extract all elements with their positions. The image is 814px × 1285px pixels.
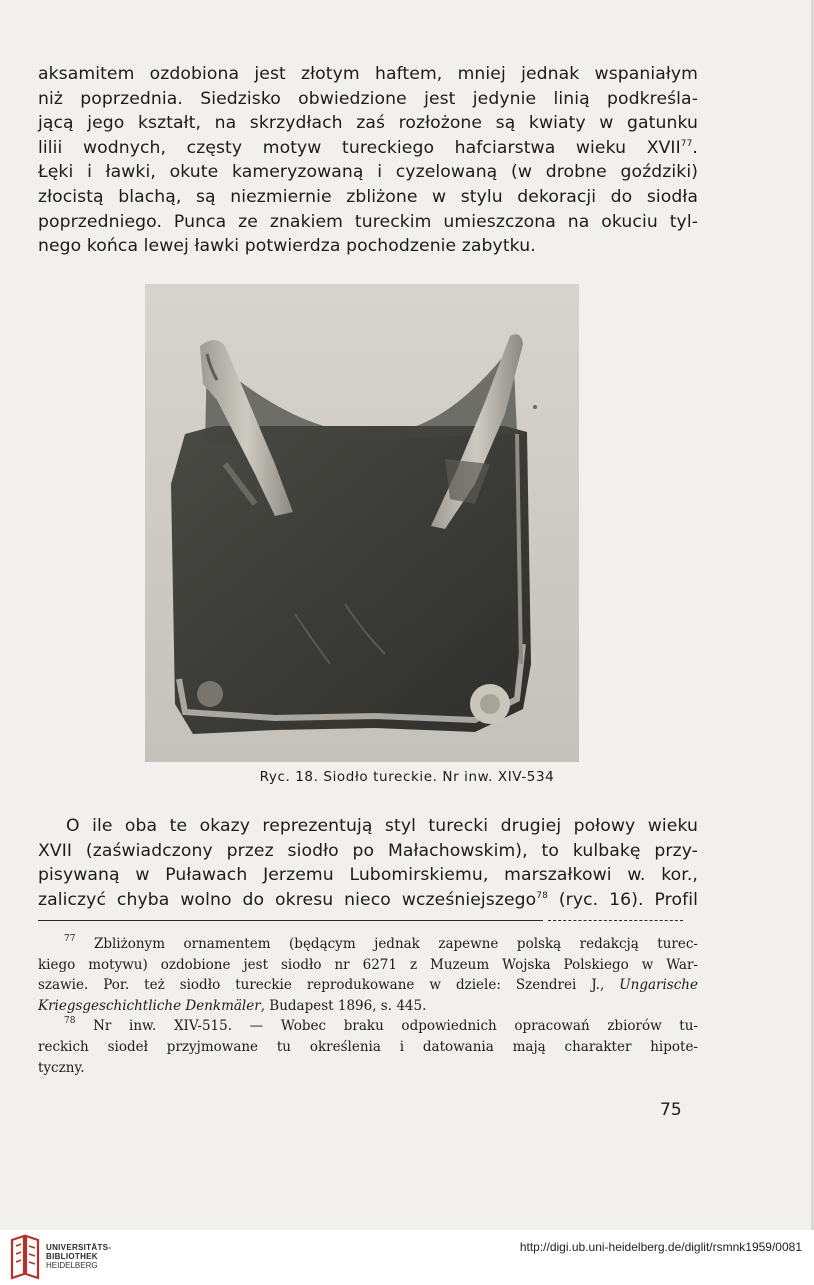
book-title: Kriegsgeschichtliche Denkmäler xyxy=(38,997,261,1014)
text-line-punctuation: . xyxy=(692,137,698,158)
text-line-content: zaliczyć chyba wolno do okresu nieco wcześniejszego xyxy=(38,889,537,910)
text-line: O ile oba te okazy reprezentują styl turecki drugiej połowy wieku xyxy=(66,816,698,836)
footnote-text: kiego motywu) ozdobione jest siodło nr 6271 z Muzeum Wojska Polskiego w War- xyxy=(38,956,698,973)
figure-caption: Ryc. 18. Siodło tureckie. Nr inw. XIV-534 xyxy=(259,769,555,785)
footnote-ref-77[interactable]: 77 xyxy=(680,138,693,149)
book-title: Ungarische xyxy=(619,977,698,994)
footnote-number: 77 xyxy=(64,934,76,944)
footnote-separator xyxy=(38,920,543,921)
footnote-text: Nr inw. XIV-515. — Wobec braku odpowiednich opracowań zbiorów tu- xyxy=(93,1018,698,1035)
footnote-text-line xyxy=(38,975,698,996)
footer-bar xyxy=(0,1230,814,1285)
footnote-77 xyxy=(38,934,698,955)
footnotes xyxy=(38,934,698,1078)
permalink-url[interactable]: http://digi.ub.uni-heidelberg.de/diglit/rsmnk1959/0081 xyxy=(519,1240,802,1254)
footnote-text: reckich siodeł przyjmowane tu określenia i datowania mają charakter hipote- xyxy=(38,1038,698,1055)
text-line-content: lilii wodnych, częsty motyw tureckiego hafciarstwa wieku XVII xyxy=(38,137,681,158)
library-name-line: BIBLIOTHEK xyxy=(46,1252,98,1261)
footnote-text-line xyxy=(38,996,698,1017)
text-line xyxy=(38,888,698,913)
body-paragraph-2 xyxy=(38,814,698,912)
text-line: aksamitem ozdobiona jest złotym haftem, mniej jednak wspaniałym xyxy=(38,64,698,84)
footnote-text: Zbliżonym ornamentem (będącym jednak zapewne polską redakcją turec- xyxy=(93,936,698,952)
library-name-line: UNIVERSITÄTS- xyxy=(46,1243,112,1252)
footnote-number: 78 xyxy=(64,1016,76,1027)
footnote-ref-78[interactable]: 78 xyxy=(536,890,548,901)
page-number: 75 xyxy=(660,1100,682,1120)
library-name xyxy=(46,1243,111,1270)
text-line: Łęki i ławki, okute kameryzowaną i cyzelowaną (w drobne goździki) xyxy=(38,162,698,183)
text-line xyxy=(38,136,698,161)
text-line: poprzedniego. Punca ze znakiem tureckim umieszczona na okuciu tyl- xyxy=(38,211,698,232)
text-line: nego końca lewej ławki potwierdza pochodzenie zabytku. xyxy=(38,236,536,257)
saddle-photograph xyxy=(145,284,579,762)
body-paragraph-1 xyxy=(38,62,698,259)
text-line: XVII (zaświadczony przez siodło po Małachowskim), to kulbakę przy- xyxy=(38,840,698,861)
footnote-separator-dashed xyxy=(548,920,683,921)
text-line-content: (ryc. 16). Profil xyxy=(558,889,698,910)
text-line: jącą jego kształt, na skrzydłach zaś rozłożone są kwiaty w gatunku xyxy=(38,113,698,134)
library-name-line: HEIDELBERG xyxy=(46,1261,98,1270)
text-line: niż poprzednia. Siedzisko obwiedzione jest jedynie linią podkreśla- xyxy=(38,88,698,109)
text-line: pisywaną w Puławach Jerzemu Lubomirskiemu, marszałkowi w. kor., xyxy=(38,865,698,886)
library-logo-icon[interactable] xyxy=(8,1234,42,1280)
text-line: złocistą blachą, są niezmiernie zbliżone w stylu dekoracji do siodła xyxy=(38,186,698,207)
footnote-text: tyczny. xyxy=(38,1059,85,1076)
footnote-text: , Budapest 1896, s. 445. xyxy=(260,997,427,1014)
footnote-78 xyxy=(38,1016,698,1037)
footnote-text: szawie. Por. też siodło tureckie reprodukowane w dziele: Szendrei J., xyxy=(38,977,605,994)
